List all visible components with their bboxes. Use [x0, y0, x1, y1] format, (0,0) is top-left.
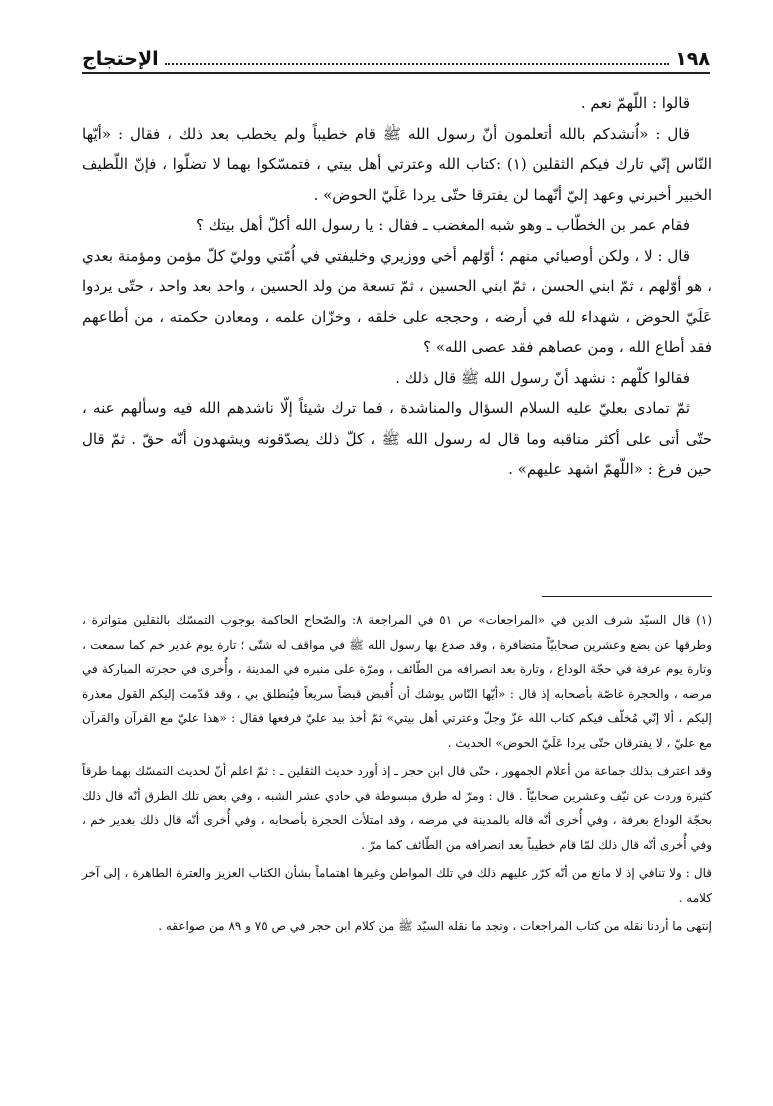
paragraph: فقالوا كلّهم : نشهد أنّ رسول الله ﷺ قال ذلك . [395, 368, 690, 387]
paragraph: قال : «اُنشدكم بالله أتعلمون أنّ رسول الله ﷺ قام خطيباً ولم يخطب بعد ذلك ، فقال : «أيّها النّاس إنّي تارك فيكم الثقلين (١) :كتاب الله وعترتي أهل بيتي ، فتمسّكوا بهما لا تضلّوا ، فإنّ اللّطيف الخبير أخبرني وعهد إليّ أنّهما لن يفترقا حتّى يردا عَلَيّ الحوض» . [82, 124, 712, 204]
footnote-paragraph: إنتهى ما أردنا نقله من كتاب المراجعات ، وتجد ما نقله السيّد ﷺ من كلام ابن حجر في ص ٧٥ و ٨٩ من صواعقه . [158, 919, 712, 933]
footnote-paragraph: وقد اعترف بذلك جماعة من أعلام الجمهور ، حتّى قال ابن حجر ـ إذ أورد حديث الثقلين ـ : ثمّ اعلم أنّ لحديث التمسّك بهما طرقاً كثيرة وردت عن نيّف وعشرين صحابيّاً . قال : ومرّ له طرق مبسوطة في حادي عشر الشبه ، وفي بعض تلك الطرق أنّه قال ذلك بحجّة الوداع بعرفة ، وفي أُخرى أنّه قاله بالمدينة في مرضه ، وقد امتلأت الحجرة بأصحابه ، وفي أُخرى أنّه قال ذلك بغدير خم ، وفي أُخرى أنّه قال ذلك لمّا قام خطيباً بعد انصرافه من الطّائف كما مرّ . [82, 764, 712, 852]
paragraph: قال : لا ، ولكن أوصيائي منهم ؛ أوّلهم أخي ووزيري وخليفتي في اُمّتي ووليّ كلّ مؤمن ومؤمنة بعدي ، هو أوّلهم ، ثمّ ابني الحسن ، ثمّ ابني الحسين ، ثمّ تسعة من ولد الحسين ، واحد بعد واحد ، حتّى يردوا عَلَيّ الحوض ، شهداء لله في أرضه ، وحججه على خلقه ، وخزّان علمه ، ومعادن حكمته ، من أطاعهم فقد أطاع الله ، ومن عصاهم فقد عصى الله» ؟ [82, 246, 712, 356]
main-text [82, 88, 712, 485]
footnote-paragraph: قال : ولا تنافي إذ لا مانع من أنّه كرّر عليهم ذلك في تلك المواطن وغيرها اهتماماً بشأن الكتاب العزيز والعترة الطاهرة ، إلى آخر كلامه . [82, 866, 712, 905]
page-number: ١٩٨ [675, 48, 710, 70]
footnotes [82, 608, 712, 943]
paragraph: ثمّ تمادى بعليّ عليه السلام السؤال والمناشدة ، فما ترك شيئاً إلّا ناشدهم الله فيه وسألهم عنه ، حتّى أتى على أكثر مناقبه وما قال له رسول الله ﷺ ، كلّ ذلك يصدّقونه ويشهدون أنّه حقّ . ثمّ قال حين فرغ : «اللّهمّ اشهد عليهم» . [82, 399, 712, 478]
header-rule [82, 72, 710, 74]
paragraph: قالوا : اللّهمّ نعم . [580, 94, 690, 112]
running-header [82, 38, 710, 70]
paragraph: فقام عمر بن الخطّاب ـ وهو شبه المغضب ـ فقال : يا رسول الله أكلّ أهل بيتك ؟ [196, 216, 690, 234]
book-title: الإحتجاج [82, 48, 159, 70]
header-dot-leader [165, 62, 670, 65]
footnote-paragraph: (١) قال السيّد شرف الدين في «المراجعات» ص ٥١ في المراجعة ٨: والصّحاح الحاكمة بوجوب التمسّك بالثقلين متواترة ، وطرقها عن بضع وعشرين صحابيّاً متضافرة ، وقد صدع بها رسول الله ﷺ في مواقف له شتّى ؛ تارة يوم غدير خم كما سمعت ، وتارة يوم عرفة في حجّة الوداع ، وتارة بعد انصرافه من الطّائف ، ومرّة على منبره في المدينة ، وأُخرى في حجرته المباركة في مرضه ، والحجرة غاصّة بأصحابه إذ قال : «أيّها النّاس يوشك أن أُقبض قبضاً سريعاً فيُنطلق بي ، وقد قدّمت إليكم القول معذرة إليكم ، ألا إنّي مُخلّف فيكم كتاب الله عزّ وجلّ وعترتي أهل بيتي» ثمّ أخذ بيد عليّ فرفعها فقال : «هذا عليّ مع القرآن والقرآن مع عليّ ، لا يفترقان حتّى يردا عَلَيّ الحوض» الحديث . [82, 613, 712, 750]
footnote-separator [542, 596, 712, 597]
